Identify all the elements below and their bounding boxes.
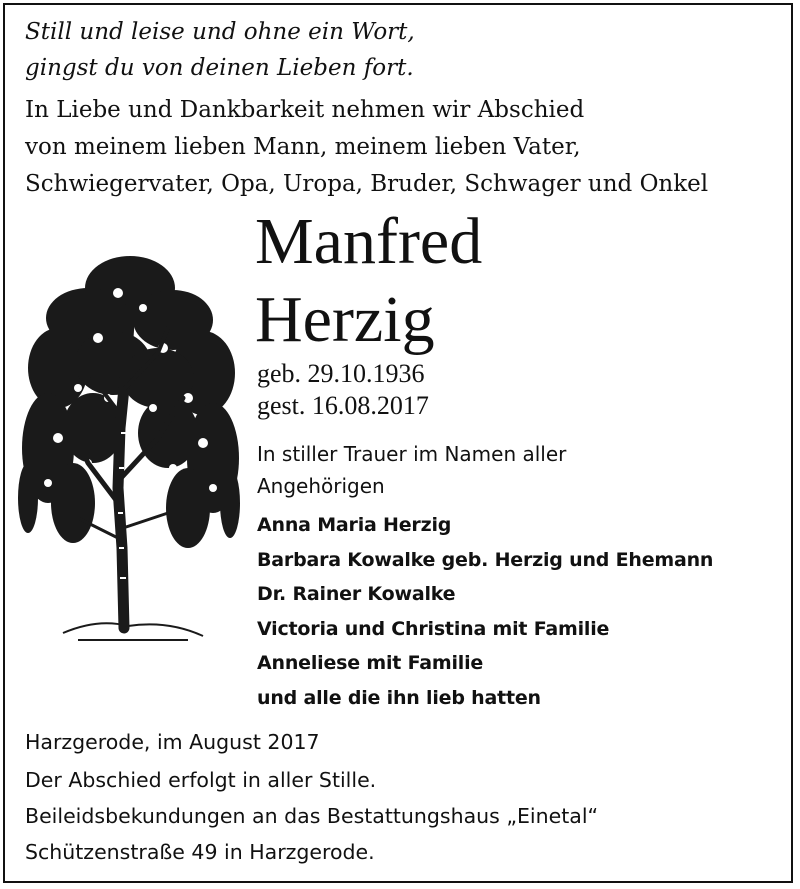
mourner-name: Barbara Kowalke geb. Herzig und Ehemann [257, 548, 714, 571]
intro-line: Schwiegervater, Opa, Uropa, Bruder, Schwager und Onkel [25, 171, 709, 197]
poem-line: Still und leise und ohne ein Wort, [25, 19, 415, 45]
condolences-line: Schützenstraße 49 in Harzgerode. [25, 840, 375, 864]
mourner-name: Anna Maria Herzig [257, 514, 452, 536]
place-date: Harzgerode, im August 2017 [25, 730, 320, 754]
condolences-line: Beileidsbekundungen an das Bestattungshaus „Einetal“ [25, 804, 599, 828]
mourning-line: Angehörigen [257, 474, 385, 498]
mourning-line: In stiller Trauer im Namen aller [257, 442, 567, 466]
footer-text [25, 724, 598, 870]
intro-line: von meinem lieben Mann, meinem lieben Vater, [25, 134, 581, 160]
mourning-text [257, 438, 566, 502]
birth-date: geb. 29.10.1936 [257, 359, 425, 388]
deceased-last-name: Herzig [255, 283, 435, 356]
farewell-note: Der Abschied erfolgt in aller Stille. [25, 768, 377, 792]
poem-line: gingst du von deinen Lieben fort. [25, 55, 414, 81]
mourner-name: und alle die ihn lieb hatten [257, 686, 541, 709]
deceased-name [255, 203, 482, 359]
poem-verse [25, 14, 415, 86]
mourner-name: Dr. Rainer Kowalke [257, 583, 456, 605]
life-dates [257, 358, 429, 422]
mourners-list [257, 508, 713, 715]
intro-text [25, 92, 708, 203]
deceased-first-name: Manfred [255, 205, 483, 278]
mourner-name: Victoria und Christina mit Familie [257, 617, 610, 640]
death-date: gest. 16.08.2017 [257, 391, 429, 420]
intro-line: In Liebe und Dankbarkeit nehmen wir Abschied [25, 97, 585, 123]
mourner-name: Anneliese mit Familie [257, 652, 484, 674]
birch-tree-icon [18, 248, 243, 648]
